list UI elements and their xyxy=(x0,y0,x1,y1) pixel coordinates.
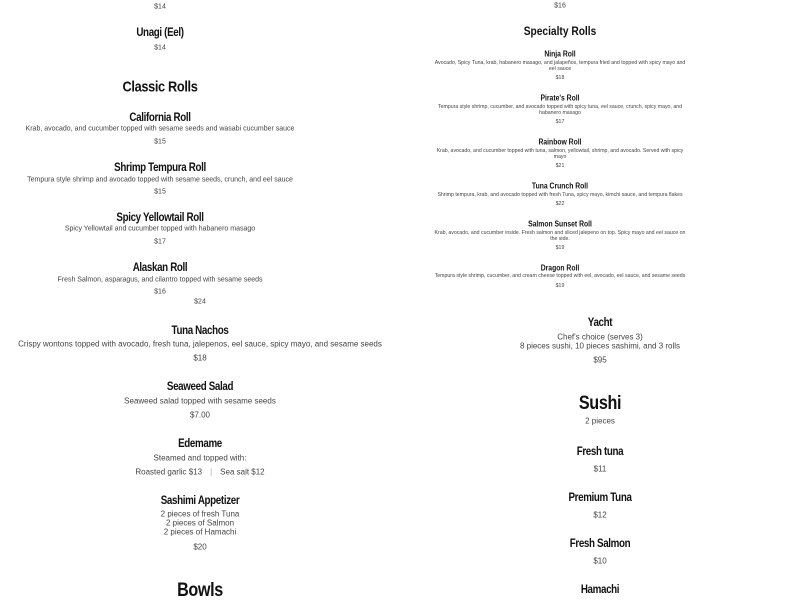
item-name: Hamachi xyxy=(580,584,620,596)
item-name: California Roll xyxy=(129,112,191,124)
item-price: $12 xyxy=(593,510,607,520)
item-name: Alaskan Roll xyxy=(132,262,188,274)
item-price: $19 xyxy=(555,283,565,289)
item-price: $18 xyxy=(193,353,207,363)
item-price: $10 xyxy=(593,556,607,566)
item-name: Spicy Yellowtail Roll xyxy=(116,212,204,224)
section-heading-specialty-rolls: Specialty Rolls xyxy=(523,24,597,38)
item-desc: Fresh Salmon, asparagus, and cilantro topped with sesame seeds xyxy=(57,276,263,284)
item-desc: Tempura style shrimp, cucumber, and avocado topped with spicy tuna, eel sauce, crunch, spicy mayo, and habanero masago xyxy=(438,104,682,116)
item-desc: Krab, avocado, and cucumber topped with sesame seeds and wasabi cucumber sauce xyxy=(25,125,295,133)
item-desc: Seaweed salad topped with sesame seeds xyxy=(124,396,276,406)
item-name: Salmon Sunset Roll xyxy=(528,219,592,229)
item-price: $18 xyxy=(555,75,565,81)
item-line: 2 pieces of Salmon xyxy=(165,518,235,528)
item-name: Dragon Roll xyxy=(540,263,580,273)
item-name: Ninja Roll xyxy=(544,49,576,59)
item-desc: Crispy wontons topped with avocado, fresh tuna, jalepenos, eel sauce, spicy mayo, and sesame seeds xyxy=(18,339,382,349)
item-name: Tuna Crunch Roll xyxy=(531,181,589,191)
section-heading-classic-rolls: Classic Rolls xyxy=(122,78,198,96)
item-name: Pirate's Roll xyxy=(540,93,580,103)
item-price: $24 xyxy=(194,298,206,306)
item-desc: Steamed and topped with: xyxy=(153,453,247,463)
item-price: $11 xyxy=(593,464,607,474)
option-garlic: Roasted garlic $13 xyxy=(135,467,203,477)
item-price: $95 xyxy=(593,355,607,365)
item-price: $17 xyxy=(154,238,166,246)
item-price: $15 xyxy=(154,138,166,146)
item-options xyxy=(135,468,264,477)
item-name: Unagi (Eel) xyxy=(136,27,184,39)
item-desc: Avocado, Spicy Tuna, krab, habanero masago, and jalapeños, tempura fried and topped with spicy mayo and eel sauce xyxy=(434,60,686,72)
item-name: Premium Tuna xyxy=(568,492,632,504)
item-price: $17 xyxy=(555,119,565,125)
item-price: $22 xyxy=(555,201,565,207)
item-price: $15 xyxy=(154,188,166,196)
item-price: $14 xyxy=(154,44,166,52)
section-subtitle: 2 pieces xyxy=(585,416,615,426)
item-name: Sashimi Appetizer xyxy=(160,495,240,507)
item-desc: Krab, avocado, and cucumber inside. Fresh salmon and sliced jalepeno on top. Spicy mayo and eel sauce on the side. xyxy=(434,230,686,242)
item-name: Shrimp Tempura Roll xyxy=(114,162,206,174)
item-price: $14 xyxy=(154,3,166,11)
item-desc: Tempura style shrimp, cucumber, and cream cheese topped with eel, avocado, eel sauce, and sesame seeds xyxy=(434,273,686,279)
item-desc: Spicy Yellowtail and cucumber topped with habanero masago xyxy=(64,225,256,233)
item-name: Fresh tuna xyxy=(576,446,624,458)
item-name: Seaweed Salad xyxy=(166,381,234,393)
item-line: 2 pieces of fresh Tuna xyxy=(160,509,240,519)
item-price: $16 xyxy=(154,288,166,296)
item-price: $16 xyxy=(554,2,566,10)
item-desc: 8 pieces sushi, 10 pieces sashimi, and 3 rolls xyxy=(519,341,681,351)
item-desc: Tempura style shrimp and avocado topped with sesame seeds, crunch, and eel sauce xyxy=(27,176,293,184)
section-heading-bowls: Bowls xyxy=(177,580,223,601)
item-price: $20 xyxy=(193,542,207,552)
item-name: Yacht xyxy=(587,317,613,329)
section-heading-sushi: Sushi xyxy=(578,393,622,414)
item-desc: Chef's choice (serves 3) xyxy=(557,332,643,342)
item-price: $7.00 xyxy=(189,410,211,420)
item-price: $19 xyxy=(555,245,565,251)
item-price: $21 xyxy=(555,163,565,169)
separator: | xyxy=(210,467,213,477)
item-name: Tuna Nachos xyxy=(171,325,229,337)
item-name: Rainbow Roll xyxy=(538,137,582,147)
item-line: 2 pieces of Hamachi xyxy=(163,527,237,537)
item-name: Edemame xyxy=(178,438,222,450)
item-desc: Krab, avocado, and cucumber topped with tuna, salmon, yellowtail, shrimp, and avocado. Served with spicy mayo xyxy=(436,148,684,160)
option-salt: Sea salt $12 xyxy=(220,467,265,477)
item-desc: Shrimp tempura, krab, and avocado topped with fresh Tuna, spicy mayo, kimchi sauce, and tempura flakes xyxy=(437,192,683,198)
item-name: Fresh Salmon xyxy=(569,538,631,550)
